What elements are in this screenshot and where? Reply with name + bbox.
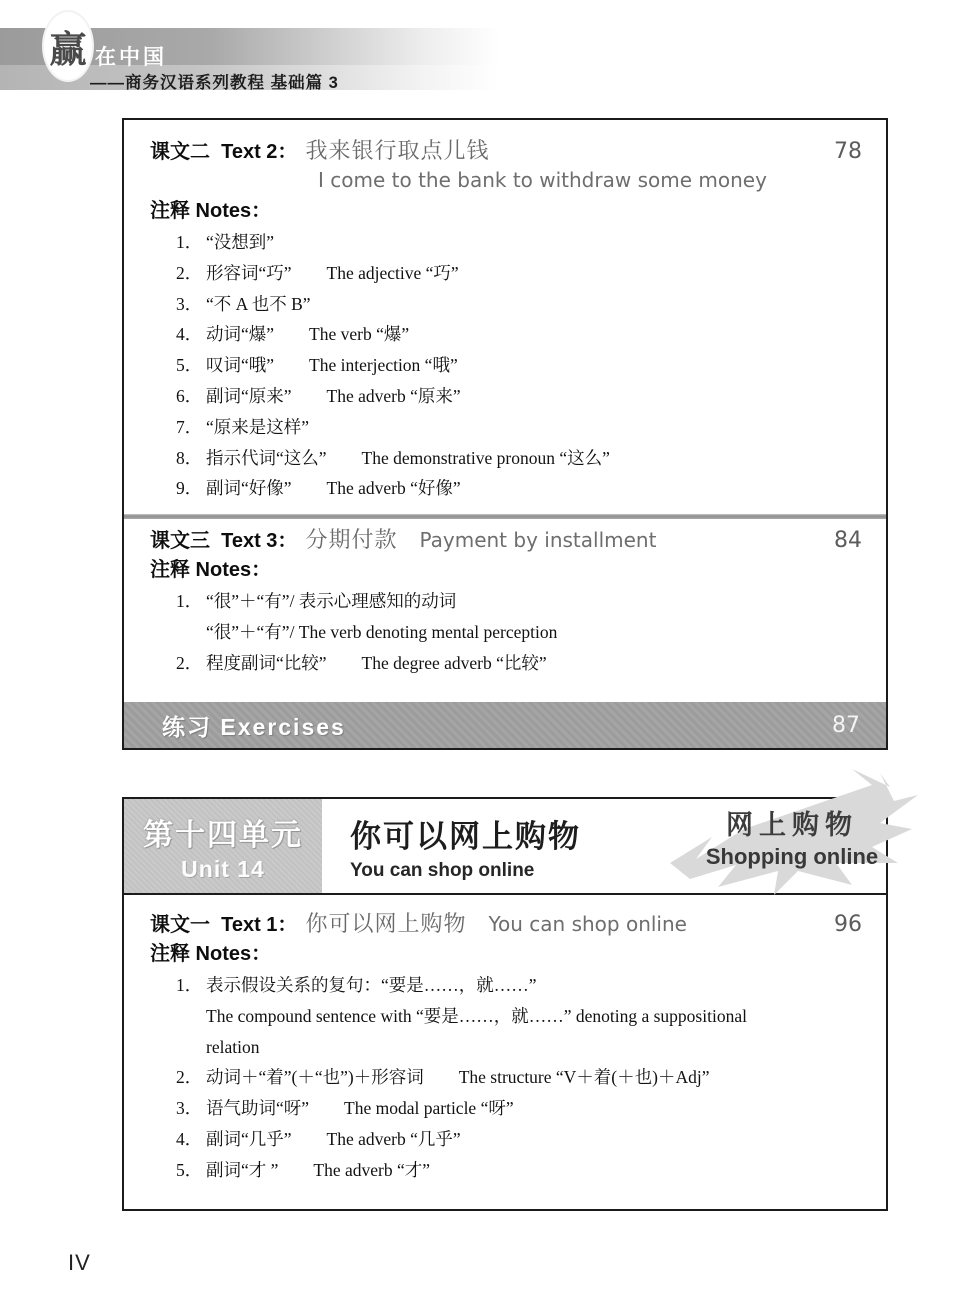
- note-number: 1．: [176, 232, 203, 252]
- note-text: relation: [206, 1036, 260, 1057]
- note-line: [150, 1124, 862, 1155]
- note-number: 5．: [176, 355, 203, 376]
- toc-section-unit13: [122, 118, 888, 750]
- note-text: 动词＋“着”(＋“也”)＋形容词 The structure “V＋着(＋也)＋Adj”: [206, 1067, 710, 1088]
- note-number: 7．: [176, 416, 203, 437]
- unit14-topic-zh: 网上购物: [726, 810, 858, 841]
- exercises-page-number: 87: [832, 712, 860, 738]
- note-text: “很”＋“有”/ 表示心理感知的动词: [206, 591, 457, 612]
- text1-title-zh: 你可以网上购物: [305, 912, 467, 937]
- exercises-label: 练习 Exercises: [162, 713, 346, 740]
- text3-notes-label: 注释 Notes：: [150, 559, 272, 582]
- note-line: [150, 289, 862, 320]
- note-number: 5．: [176, 1159, 203, 1180]
- note-text: “不 A 也不 B”: [206, 293, 311, 314]
- unit14-title-zh: 你可以网上购物: [350, 818, 581, 854]
- note-line: [150, 350, 862, 381]
- unit14-body: [124, 895, 886, 1186]
- note-number: 4．: [176, 324, 203, 345]
- unit14-number-en: Unit 14: [181, 855, 265, 882]
- unit14-title-block: [322, 799, 581, 893]
- brand-name: 在中国: [95, 46, 167, 69]
- page-number: IV: [68, 1250, 91, 1275]
- note-text: 动词“爆” The verb “爆”: [206, 324, 410, 345]
- note-line: [150, 586, 862, 617]
- note-text: “很”＋“有”/ The verb denoting mental perception: [206, 621, 558, 642]
- unit14-title-en: You can shop online: [350, 859, 535, 881]
- note-line: [150, 473, 862, 504]
- text1-label: 课文一 Text 1：: [150, 914, 298, 936]
- note-line: [150, 443, 862, 474]
- text3-title-en: Payment by installment: [419, 528, 657, 553]
- note-line: [150, 227, 862, 258]
- note-text: 程度副词“比较” The degree adverb “比较”: [206, 652, 547, 673]
- brand-logo-character: 赢: [49, 28, 87, 71]
- text1-notes-list: [150, 970, 862, 1186]
- note-line: [150, 381, 862, 412]
- note-number: 1．: [176, 975, 203, 995]
- note-line: [150, 412, 862, 443]
- text3-title-zh: 分期付款: [305, 528, 398, 554]
- note-number: 2．: [176, 262, 203, 283]
- text2-label: 课文二 Text 2：: [150, 141, 298, 163]
- unit14-number-zh: 第十四单元: [143, 818, 303, 852]
- note-number: 1．: [176, 591, 203, 612]
- note-text: 副词“才 ” The adverb “才”: [206, 1159, 431, 1180]
- toc-section-unit14: [122, 797, 888, 1211]
- note-line: [150, 617, 862, 648]
- text2-title-zh: 我来银行取点儿钱: [305, 139, 490, 164]
- text2-title-en: I come to the bank to withdraw some money: [318, 168, 767, 192]
- text3-label: 课文三 Text 3：: [150, 530, 298, 553]
- note-text: 副词“原来” The adverb “原来”: [206, 385, 461, 406]
- note-text: 指示代词“这么” The demonstrative pronoun “这么”: [206, 447, 610, 468]
- note-number: 6．: [176, 385, 203, 406]
- note-text: 形容词“巧” The adjective “巧”: [206, 262, 459, 283]
- text3-notes-list: [150, 586, 862, 678]
- text2-title-row: [150, 134, 862, 165]
- note-number: 3．: [176, 1098, 203, 1119]
- note-number: 8．: [176, 447, 203, 468]
- note-line: [150, 319, 862, 350]
- note-text: 语气助词“呀” The modal particle “呀”: [206, 1098, 514, 1119]
- note-number: 4．: [176, 1128, 203, 1149]
- text2-page-number: 78: [834, 139, 862, 164]
- note-text: 副词“几乎” The adverb “几乎”: [206, 1128, 461, 1149]
- note-text: 表示假设关系的复句：“要是……，就……”: [206, 975, 537, 995]
- note-line: [150, 258, 862, 289]
- brand-logo: [44, 12, 92, 80]
- unit14-topic-text: [666, 803, 918, 870]
- note-text: “没想到”: [206, 232, 275, 252]
- text1-title-en: You can shop online: [488, 912, 687, 936]
- text3-title-row: [150, 523, 862, 554]
- unit14-topic-badge: [666, 767, 918, 913]
- exercises-band: [124, 702, 886, 748]
- note-number: 9．: [176, 478, 203, 499]
- text2-notes-label: 注释 Notes：: [150, 200, 272, 222]
- note-number: 3．: [176, 293, 203, 314]
- note-line: [150, 648, 862, 679]
- note-text: 叹词“哦” The interjection “哦”: [206, 355, 458, 376]
- note-line: [150, 1062, 862, 1093]
- unit14-topic-en: Shopping online: [705, 844, 879, 869]
- note-number: 2．: [176, 1067, 203, 1088]
- note-line: [150, 970, 862, 1001]
- note-text: “原来是这样”: [206, 416, 310, 437]
- note-line: [150, 1001, 862, 1032]
- text3-page-number: 84: [834, 528, 862, 554]
- note-line: [150, 1032, 862, 1063]
- note-text: The compound sentence with “要是……，就……” denoting a suppositional: [206, 1005, 747, 1026]
- note-line: [150, 1155, 862, 1186]
- unit14-number-box: [124, 799, 322, 893]
- series-subtitle: ——商务汉语系列教程 基础篇 3: [90, 74, 339, 92]
- text1-page-number: 96: [834, 912, 862, 937]
- text2-notes-list: [150, 227, 862, 504]
- note-line: [150, 1093, 862, 1124]
- text1-notes-label: 注释 Notes：: [150, 943, 272, 965]
- note-text: 副词“好像” The adverb “好像”: [206, 478, 461, 499]
- page-header: [0, 28, 960, 90]
- unit14-banner: [124, 799, 886, 895]
- note-number: 2．: [176, 652, 203, 673]
- section-divider: [124, 514, 886, 519]
